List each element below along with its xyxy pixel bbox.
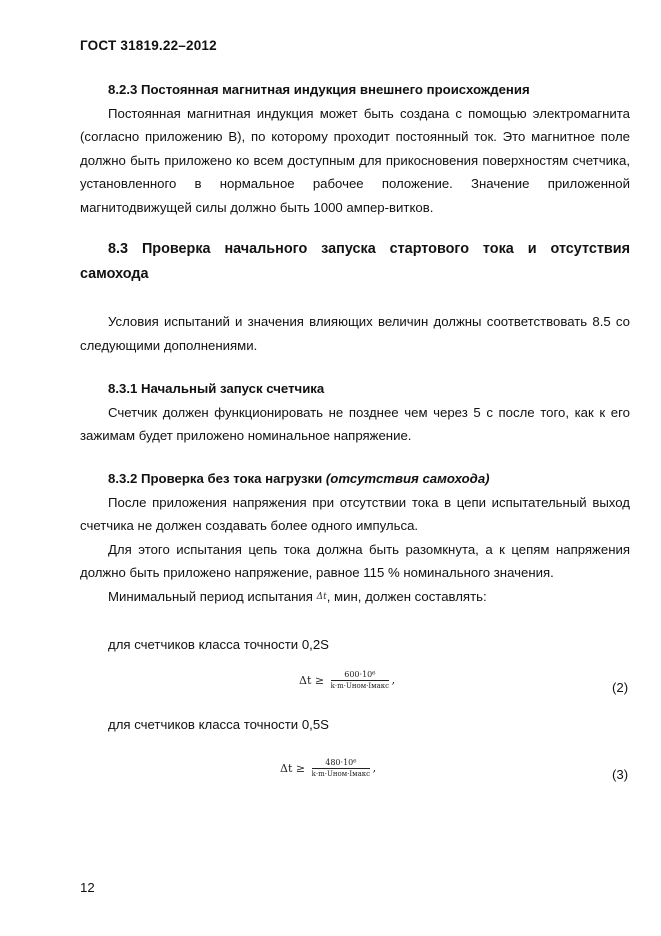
section-8-3-2 — [80, 467, 630, 609]
paragraph — [80, 585, 630, 610]
formula-fraction — [312, 758, 370, 778]
section-title — [80, 467, 630, 491]
formula-comma: , — [391, 673, 396, 687]
paragraph: Для этого испытания цепь тока должна быть разомкнута, а к цепям напряжения должно быть приложено напряжение, равное 115 % номинального значения. — [80, 541, 630, 580]
delta-symbol: Δt — [316, 591, 327, 602]
equation-number: (2) — [612, 680, 629, 695]
formula-lhs: Δt ≥ — [280, 761, 306, 775]
section-title: 8.3 Проверка начального запуска стартового тока и отсутствия самохода — [80, 241, 630, 282]
formula-fraction — [331, 670, 389, 690]
formula-numerator: 480·10⁶ — [312, 758, 370, 769]
section-8-3 — [80, 237, 630, 287]
section-8-3-body — [80, 310, 630, 357]
formula-denominator: k·m·Uном·Iмакс — [311, 770, 371, 778]
page-number: 12 — [80, 880, 95, 895]
section-8-2-3 — [80, 78, 630, 219]
paragraph: для счетчиков класса точности 0,2S — [108, 637, 329, 652]
section-title-bold: 8.3.2 Проверка без тока нагрузки — [108, 471, 326, 486]
paragraph: Условия испытаний и значения влияющих величин должны соответствовать 8.5 со следующими дополнениями. — [80, 314, 630, 353]
text-fragment: Минимальный период испытания — [108, 588, 317, 604]
formula-3 — [280, 758, 376, 778]
formula-lhs: Δt ≥ — [299, 673, 325, 687]
formula-comma: , — [372, 761, 377, 775]
document-header: ГОСТ 31819.22–2012 — [80, 38, 217, 53]
section-8-3-1 — [80, 377, 630, 448]
equation-number: (3) — [612, 767, 629, 782]
section-title: 8.2.3 Постоянная магнитная индукция внешнего происхождения — [108, 82, 530, 97]
formula-2 — [299, 670, 395, 690]
paragraph: После приложения напряжения при отсутствии тока в цепи испытательный выход счетчика не должен создавать более одного импульса. — [80, 494, 630, 533]
paragraph: Постоянная магнитная индукция может быть создана с помощью электромагнита (согласно приложению В), по которому проходит постоянный ток. Это магнитное поле должно быть приложено ко всем доступным для прикосновения поверхностям счетчика, установленного в нормальное рабочее положение. Значение приложенной магнитодвижущей силы должно быть 1000 ампер-витков. — [80, 105, 630, 215]
section-title-italic: (отсутствия самохода) — [325, 471, 490, 486]
paragraph: для счетчиков класса точности 0,5S — [108, 717, 329, 732]
formula-denominator: k·m·Uном·Iмакс — [330, 682, 390, 690]
paragraph: Счетчик должен функционировать не позднее чем через 5 с после того, как к его зажимам будет приложено номинальное напряжение. — [80, 404, 630, 443]
formula-numerator: 600·10⁶ — [331, 670, 389, 681]
class-label-0-2s — [80, 633, 630, 657]
class-label-0-5s — [80, 713, 630, 737]
section-title: 8.3.1 Начальный запуск счетчика — [108, 381, 325, 396]
text-fragment: , мин, должен составлять: — [326, 588, 487, 604]
